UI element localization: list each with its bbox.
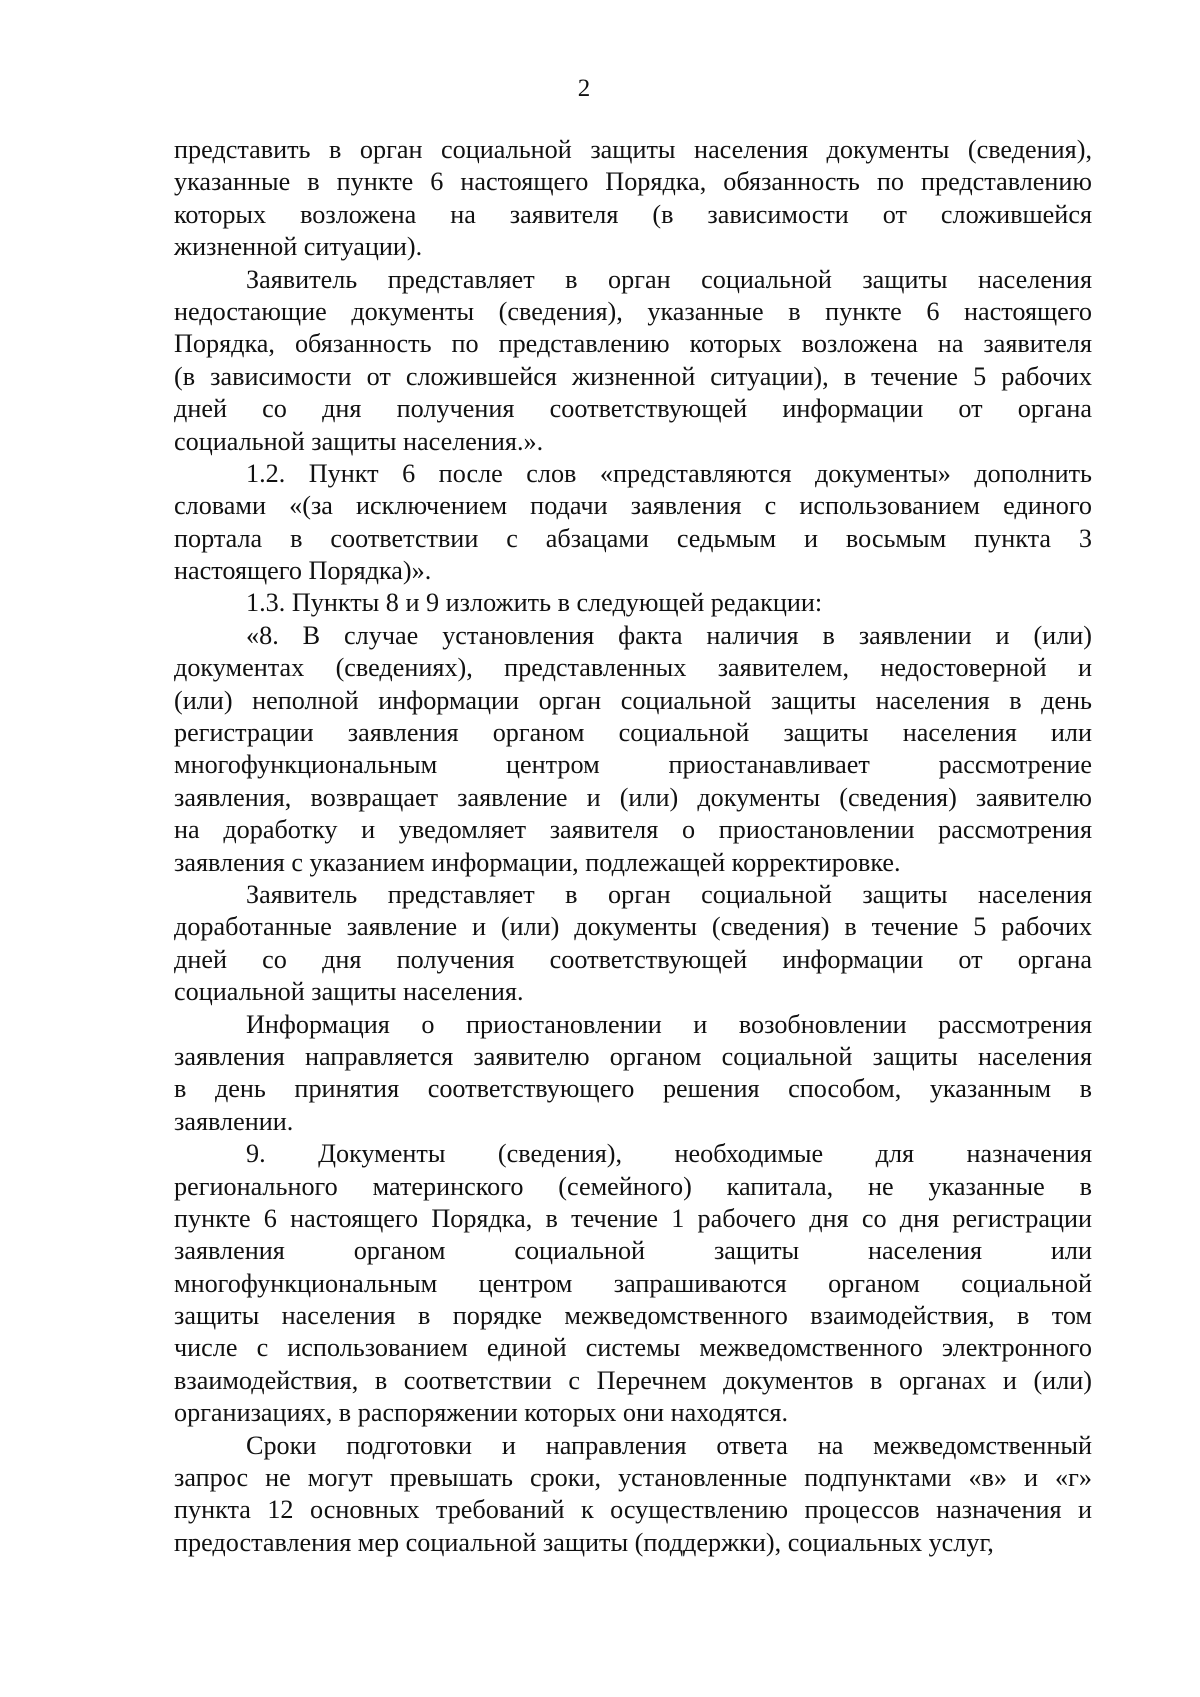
paragraph-p3 bbox=[174, 458, 1092, 588]
text-line: числе с использованием единой системы межведомственного электронного bbox=[174, 1333, 1092, 1363]
text-line: 1.2. Пункт 6 после слов «представляются документы» дополнить bbox=[246, 458, 1092, 488]
text-line: которых возложена на заявителя (в зависимости от сложившейся bbox=[174, 199, 1092, 229]
text-line: портала в соответствии с абзацами седьмым и восьмым пункта 3 bbox=[174, 523, 1092, 553]
text-line: (в зависимости от сложившейся жизненной ситуации), в течение 5 рабочих bbox=[174, 361, 1092, 391]
text-line: документах (сведениях), представленных заявителем, недостоверной и bbox=[174, 653, 1092, 683]
text-line: многофункциональным центром запрашиваются органом социальной bbox=[174, 1268, 1092, 1298]
text-line: социальной защиты населения.». bbox=[174, 426, 544, 456]
text-line: жизненной ситуации). bbox=[174, 232, 423, 262]
text-line: организациях, в распоряжении которых они находятся. bbox=[174, 1398, 789, 1428]
text-line: дней со дня получения соответствующей информации от органа bbox=[174, 944, 1092, 974]
text-line: Заявитель представляет в орган социальной защиты населения bbox=[246, 879, 1092, 909]
text-line: защиты населения в порядке межведомственного взаимодействия, в том bbox=[174, 1301, 1092, 1331]
page-number: 2 bbox=[577, 75, 591, 102]
text-line: заявлении. bbox=[174, 1106, 294, 1136]
text-line: 9. Документы (сведения), необходимые для назначения bbox=[246, 1139, 1092, 1169]
text-line: многофункциональным центром приостанавливает рассмотрение bbox=[174, 750, 1092, 780]
text-line: дней со дня получения соответствующей информации от органа bbox=[174, 394, 1092, 424]
text-line: Порядка, обязанность по представлению которых возложена на заявителя bbox=[174, 329, 1092, 359]
paragraph-p4 bbox=[174, 587, 1092, 619]
text-line: указанные в пункте 6 настоящего Порядка, обязанность по представлению bbox=[174, 167, 1092, 197]
text-line: регионального материнского (семейного) капитала, не указанные в bbox=[174, 1171, 1092, 1201]
text-line: «8. В случае установления факта наличия в заявлении и (или) bbox=[246, 620, 1092, 650]
paragraph-p7 bbox=[174, 1009, 1092, 1139]
text-line: (или) неполной информации орган социальной защиты населения в день bbox=[174, 685, 1092, 715]
text-line: 1.3. Пункты 8 и 9 изложить в следующей редакции: bbox=[246, 588, 823, 618]
text-line: социальной защиты населения. bbox=[174, 977, 524, 1007]
text-line: Сроки подготовки и направления ответа на межведомственный bbox=[246, 1430, 1092, 1460]
text-line: на доработку и уведомляет заявителя о приостановлении рассмотрения bbox=[174, 815, 1092, 845]
text-line: словами «(за исключением подачи заявления с использованием единого bbox=[174, 491, 1092, 521]
text-line: пункте 6 настоящего Порядка, в течение 1 рабочего дня со дня регистрации bbox=[174, 1203, 1092, 1233]
paragraph-p9 bbox=[174, 1430, 1092, 1560]
text-line: заявления направляется заявителю органом социальной защиты населения bbox=[174, 1041, 1092, 1071]
text-line: заявления с указанием информации, подлежащей корректировке. bbox=[174, 847, 901, 877]
paragraph-p1 bbox=[174, 134, 1092, 264]
text-line: пункта 12 основных требований к осуществлению процессов назначения и bbox=[174, 1495, 1092, 1525]
text-line: недостающие документы (сведения), указанные в пункте 6 настоящего bbox=[174, 296, 1092, 326]
document-body bbox=[174, 134, 1092, 1559]
text-line: в день принятия соответствующего решения способом, указанным в bbox=[174, 1074, 1092, 1104]
text-line: настоящего Порядка)». bbox=[174, 556, 432, 586]
text-line: предоставления мер социальной защиты (поддержки), социальных услуг, bbox=[174, 1527, 994, 1557]
paragraph-p6 bbox=[174, 879, 1092, 1009]
paragraph-p2 bbox=[174, 264, 1092, 458]
text-line: представить в орган социальной защиты населения документы (сведения), bbox=[174, 135, 1092, 164]
text-line: заявления, возвращает заявление и (или) документы (сведения) заявителю bbox=[174, 782, 1092, 812]
text-line: запрос не могут превышать сроки, установленные подпунктами «в» и «г» bbox=[174, 1463, 1092, 1493]
text-line: доработанные заявление и (или) документы (сведения) в течение 5 рабочих bbox=[174, 912, 1092, 942]
text-line: Заявитель представляет в орган социальной защиты населения bbox=[246, 264, 1092, 294]
text-line: регистрации заявления органом социальной защиты населения или bbox=[174, 718, 1092, 748]
paragraph-p8 bbox=[174, 1138, 1092, 1430]
text-line: Информация о приостановлении и возобновлении рассмотрения bbox=[246, 1009, 1092, 1039]
text-line: взаимодействия, в соответствии с Перечнем документов в органах и (или) bbox=[174, 1365, 1092, 1395]
paragraph-p5 bbox=[174, 620, 1092, 879]
text-line: заявления органом социальной защиты населения или bbox=[174, 1236, 1092, 1266]
